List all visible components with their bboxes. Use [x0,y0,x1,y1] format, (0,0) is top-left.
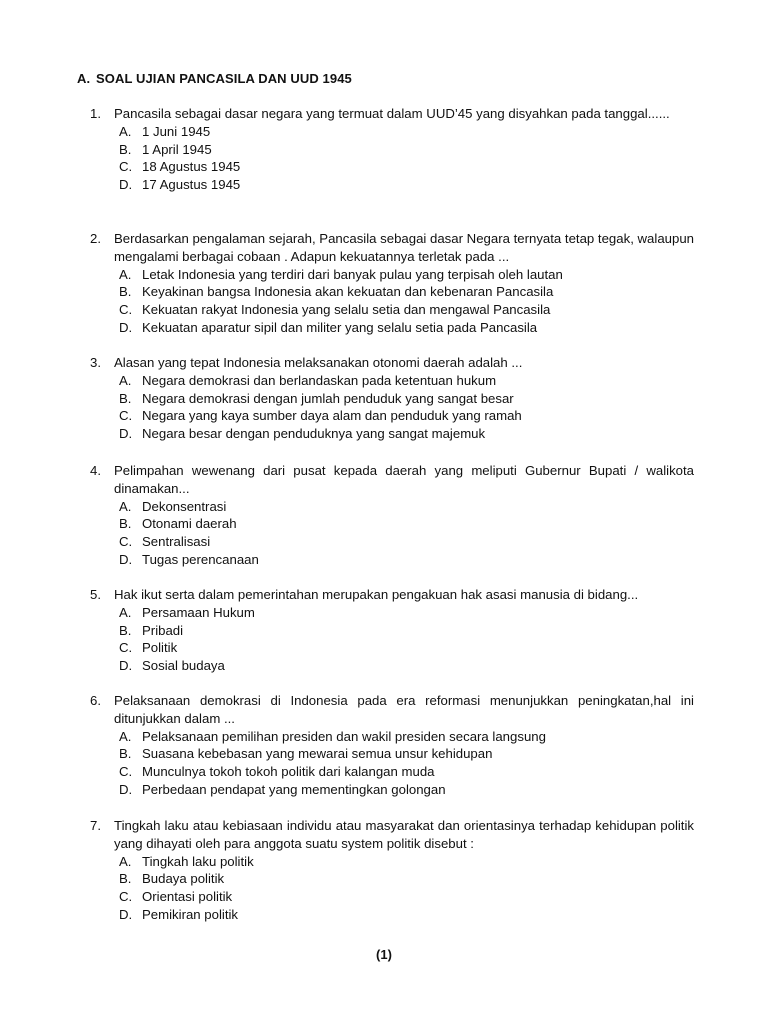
option-letter: A. [119,604,132,620]
option-text: Sosial budaya [142,658,225,674]
question-number: 6. [90,693,101,708]
option-b [90,622,694,640]
option-letter: C. [119,889,133,905]
option-text: Tingkah laku politik [142,853,254,869]
option-text: Dekonsentrasi [142,498,227,514]
option-text: 17 Agustus 1945 [142,177,241,193]
question-text: Pelimpahan wewenang dari pusat kepada daerah yang meliputi Gubernur Bupati / walikota dinamakan... [114,463,694,496]
question-stem [90,462,694,498]
question-3 [90,354,694,443]
option-d [90,176,694,194]
option-letter: A. [119,372,132,388]
question-stem [90,817,694,853]
option-letter: B. [119,871,132,887]
option-letter: D. [119,658,133,674]
option-text: Politik [142,640,178,656]
option-letter: D. [119,781,133,797]
option-text: Persamaan Hukum [142,604,255,620]
option-d [90,657,694,675]
option-d [90,425,694,443]
option-letter: B. [119,516,132,532]
option-b [90,870,694,888]
option-list [90,604,694,675]
option-c [90,888,694,906]
option-letter: D. [119,177,133,193]
option-d [90,781,694,799]
option-text: Tugas perencanaan [142,551,259,567]
question-5 [90,586,694,675]
option-letter: B. [119,390,132,406]
option-d [90,906,694,924]
option-letter: C. [119,302,133,318]
question-text: Tingkah laku atau kebiasaan individu atau masyarakat dan orientasinya terhadap kehidupan politik yang dihayati oleh para anggota suatu system politik disebut : [114,818,694,851]
question-text: Berdasarkan pengalaman sejarah, Pancasila sebagai dasar Negara ternyata tetap tegak, walaupun mengalami berbagai cobaan . Adapun kekuatannya terletak pada ... [114,231,694,264]
question-6 [90,692,694,799]
option-d [90,551,694,569]
option-text: Munculnya tokoh tokoh politik dari kalangan muda [142,764,435,780]
question-stem [90,105,694,123]
option-text: Negara demokrasi dengan jumlah penduduk yang sangat besar [142,390,514,406]
option-text: Pemikiran politik [142,906,239,922]
option-c [90,158,694,176]
option-d [90,319,694,337]
option-text: Suasana kebebasan yang mewarai semua unsur kehidupan [142,746,493,762]
option-c [90,407,694,425]
option-text: Negara yang kaya sumber daya alam dan penduduk yang ramah [142,408,522,424]
page-number: (1) [376,947,392,962]
option-letter: B. [119,284,132,300]
option-a [90,498,694,516]
option-b [90,141,694,159]
question-4 [90,462,694,569]
option-list [90,853,694,924]
option-list [90,123,694,194]
option-letter: A. [119,853,132,869]
option-letter: A. [119,498,132,514]
option-text: Negara demokrasi dan berlandaskan pada ketentuan hukum [142,372,497,388]
option-text: 18 Agustus 1945 [142,159,241,175]
question-number: 5. [90,587,101,602]
option-b [90,390,694,408]
section-heading [77,71,352,86]
question-stem [90,586,694,604]
option-list [90,266,694,337]
option-b [90,745,694,763]
question-number: 2. [90,231,101,246]
option-a [90,728,694,746]
option-list [90,498,694,569]
option-text: Pelaksanaan pemilihan presiden dan wakil presiden secara langsung [142,728,546,744]
option-letter: D. [119,319,133,335]
question-1 [90,105,694,194]
option-text: Pribadi [142,622,184,638]
question-stem [90,692,694,728]
option-letter: B. [119,141,132,157]
option-text: Budaya politik [142,871,225,887]
option-text: Otonami daerah [142,516,237,532]
option-text: Perbedaan pendapat yang mementingkan golongan [142,781,446,797]
option-letter: C. [119,159,133,175]
option-b [90,283,694,301]
option-a [90,123,694,141]
question-number: 4. [90,463,101,478]
option-letter: C. [119,764,133,780]
option-list [90,728,694,799]
question-number: 1. [90,106,101,121]
option-c [90,533,694,551]
option-a [90,372,694,390]
option-c [90,639,694,657]
option-letter: C. [119,534,133,550]
question-7 [90,817,694,924]
option-b [90,515,694,533]
option-a [90,604,694,622]
section-letter: A. [77,71,91,86]
section-title: SOAL UJIAN PANCASILA DAN UUD 1945 [96,71,352,86]
option-a [90,266,694,284]
option-text: Kekuatan aparatur sipil dan militer yang selalu setia pada Pancasila [142,319,538,335]
question-number: 3. [90,355,101,370]
option-letter: D. [119,426,133,442]
option-letter: C. [119,408,133,424]
option-letter: D. [119,906,133,922]
option-text: Negara besar dengan penduduknya yang sangat majemuk [142,426,486,442]
question-number: 7. [90,818,101,833]
option-text: Orientasi politik [142,889,233,905]
question-text: Pancasila sebagai dasar negara yang termuat dalam UUD’45 yang disyahkan pada tanggal...... [114,106,670,121]
option-text: Sentralisasi [142,534,211,550]
question-text: Pelaksanaan demokrasi di Indonesia pada era reformasi menunjukkan peningkatan,hal ini ditunjukkan dalam ... [114,693,694,726]
question-text: Hak ikut serta dalam pemerintahan merupakan pengakuan hak asasi manusia di bidang... [114,587,639,602]
option-text: Letak Indonesia yang terdiri dari banyak pulau yang terpisah oleh lautan [142,266,563,282]
question-stem [90,354,694,372]
option-letter: B. [119,746,132,762]
option-letter: A. [119,123,132,139]
option-list [90,372,694,443]
question-2 [90,230,694,337]
question-stem [90,230,694,266]
option-text: Kekuatan rakyat Indonesia yang selalu setia dan mengawal Pancasila [142,302,551,318]
option-c [90,301,694,319]
option-text: Keyakinan bangsa Indonesia akan kekuatan dan kebenaran Pancasila [142,284,554,300]
option-letter: A. [119,266,132,282]
option-letter: A. [119,728,132,744]
option-text: 1 Juni 1945 [142,123,211,139]
question-text: Alasan yang tepat Indonesia melaksanakan otonomi daerah adalah ... [114,355,523,370]
option-a [90,853,694,871]
option-text: 1 April 1945 [142,141,212,157]
option-c [90,763,694,781]
option-letter: C. [119,640,133,656]
option-letter: D. [119,551,133,567]
option-letter: B. [119,622,132,638]
